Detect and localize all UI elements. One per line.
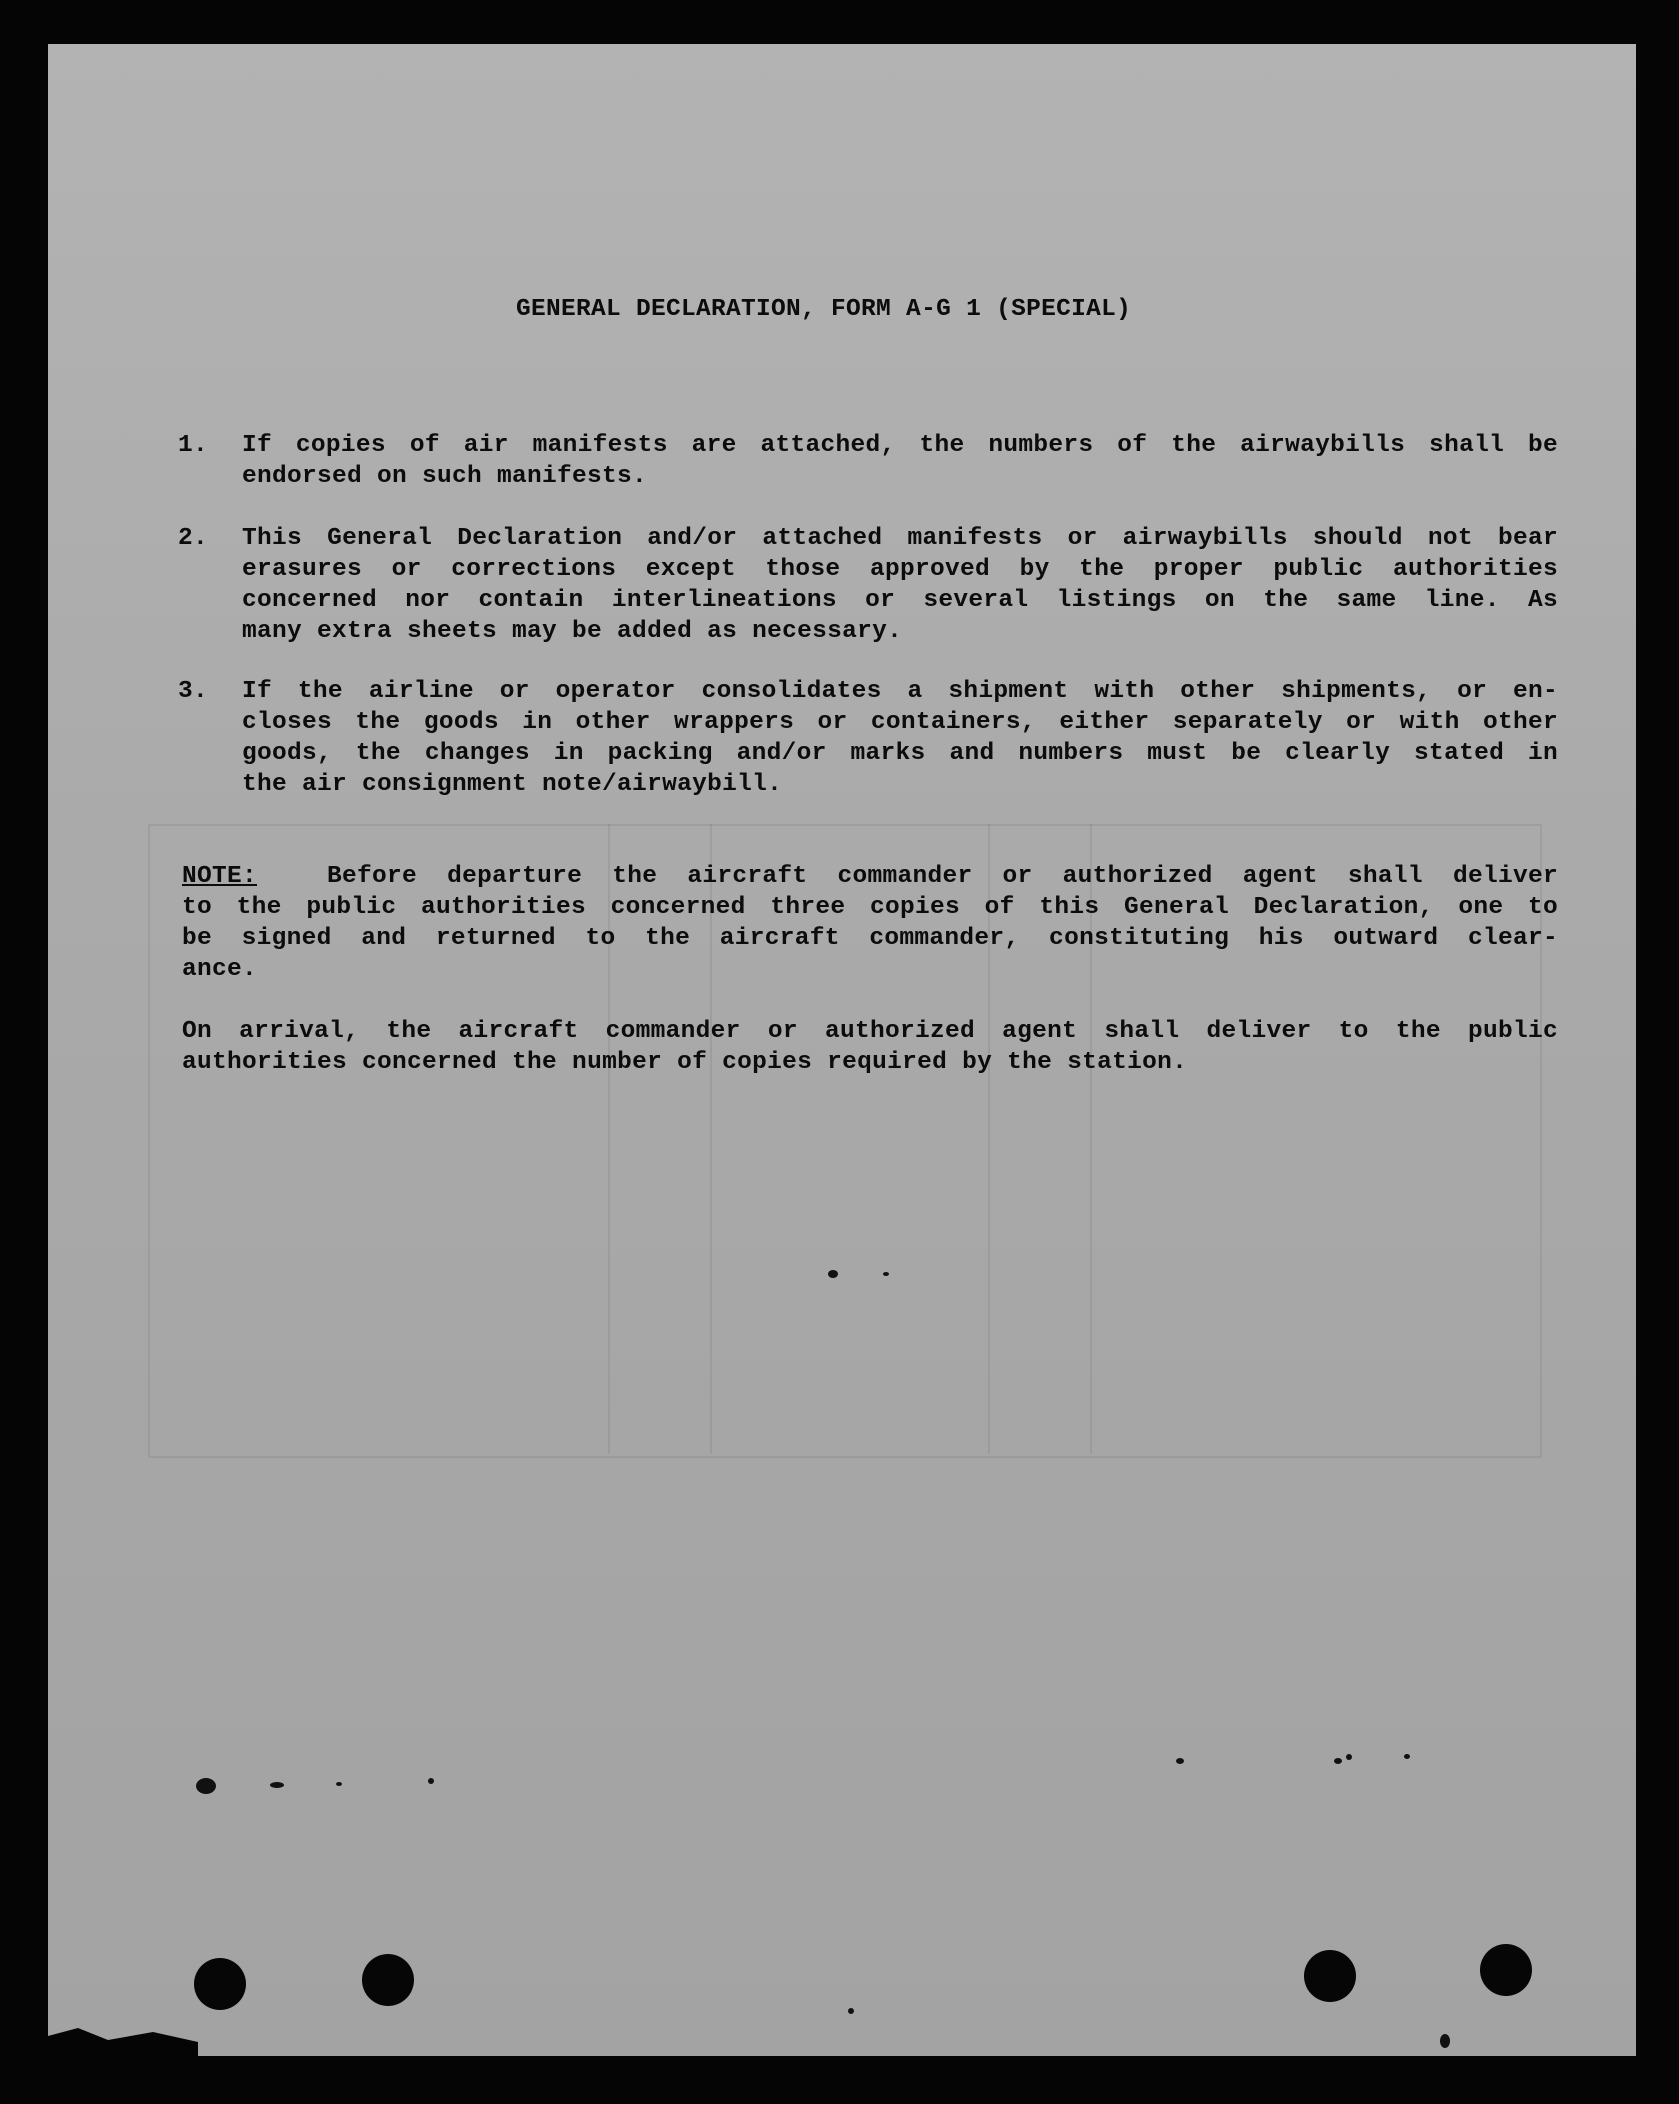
scan-speck	[883, 1272, 889, 1276]
scan-speck	[1176, 1758, 1184, 1764]
scan-speck	[1334, 1758, 1342, 1764]
document-page	[48, 44, 1636, 2056]
text-line: If copies of air manifests are attached, the numbers of the airwaybills shall be	[242, 432, 1558, 459]
text-line: endorsed on such manifests.	[242, 463, 648, 490]
text-line: authorities concerned the number of copies required by the station.	[182, 1049, 1188, 1076]
scan-speck	[1346, 1754, 1352, 1760]
text-line: many extra sheets may be added as necessary.	[242, 618, 903, 645]
text-line: closes the goods in other wrappers or containers, either separately or with other	[242, 709, 1558, 736]
punch-hole	[194, 1958, 246, 2010]
item-text	[242, 676, 1558, 800]
text-line: erasures or corrections except those approved by the proper public authorities	[242, 556, 1558, 583]
scan-speck	[336, 1782, 342, 1786]
item-text	[242, 523, 1558, 647]
scan-speck	[828, 1270, 838, 1278]
scan-speck	[270, 1782, 284, 1788]
text-line: be signed and returned to the aircraft commander, constituting his outward clear-	[182, 925, 1558, 952]
scan-speck	[1440, 2034, 1450, 2048]
item-number: 1.	[178, 432, 209, 459]
item-number: 3.	[178, 678, 209, 705]
list-item	[178, 430, 1558, 492]
scan-speck	[196, 1778, 216, 1794]
list-item	[178, 523, 1558, 647]
document-title: GENERAL DECLARATION, FORM A-G 1 (SPECIAL)	[516, 296, 1132, 323]
item-number: 2.	[178, 525, 209, 552]
text-line: ance.	[182, 956, 258, 983]
text-line: If the airline or operator consolidates a shipment with other shipments, or en-	[242, 678, 1558, 705]
note-paragraph	[182, 861, 1558, 985]
arrival-paragraph	[182, 1016, 1558, 1078]
punch-hole	[362, 1954, 414, 2006]
punch-hole	[1480, 1944, 1532, 1996]
note-label: NOTE:	[182, 863, 258, 890]
scan-speck	[1404, 1754, 1410, 1759]
list-item	[178, 676, 1558, 800]
scan-speck	[428, 1778, 434, 1784]
text-line	[182, 861, 1558, 892]
text-line: the air consignment note/airwaybill.	[242, 771, 783, 798]
text-line: On arrival, the aircraft commander or authorized agent shall deliver to the public	[182, 1018, 1558, 1045]
note-line-text: Before departure the aircraft commander or authorized agent shall deliver	[327, 863, 1558, 890]
text-line: goods, the changes in packing and/or marks and numbers must be clearly stated in	[242, 740, 1558, 767]
item-text	[242, 430, 1558, 492]
punch-hole	[1304, 1950, 1356, 2002]
scan-speck	[848, 2008, 854, 2014]
text-line: This General Declaration and/or attached manifests or airwaybills should not bear	[242, 525, 1558, 552]
text-line: to the public authorities concerned three copies of this General Declaration, one to	[182, 894, 1558, 921]
torn-corner	[48, 2024, 198, 2056]
text-line: concerned nor contain interlineations or several listings on the same line. As	[242, 587, 1558, 614]
